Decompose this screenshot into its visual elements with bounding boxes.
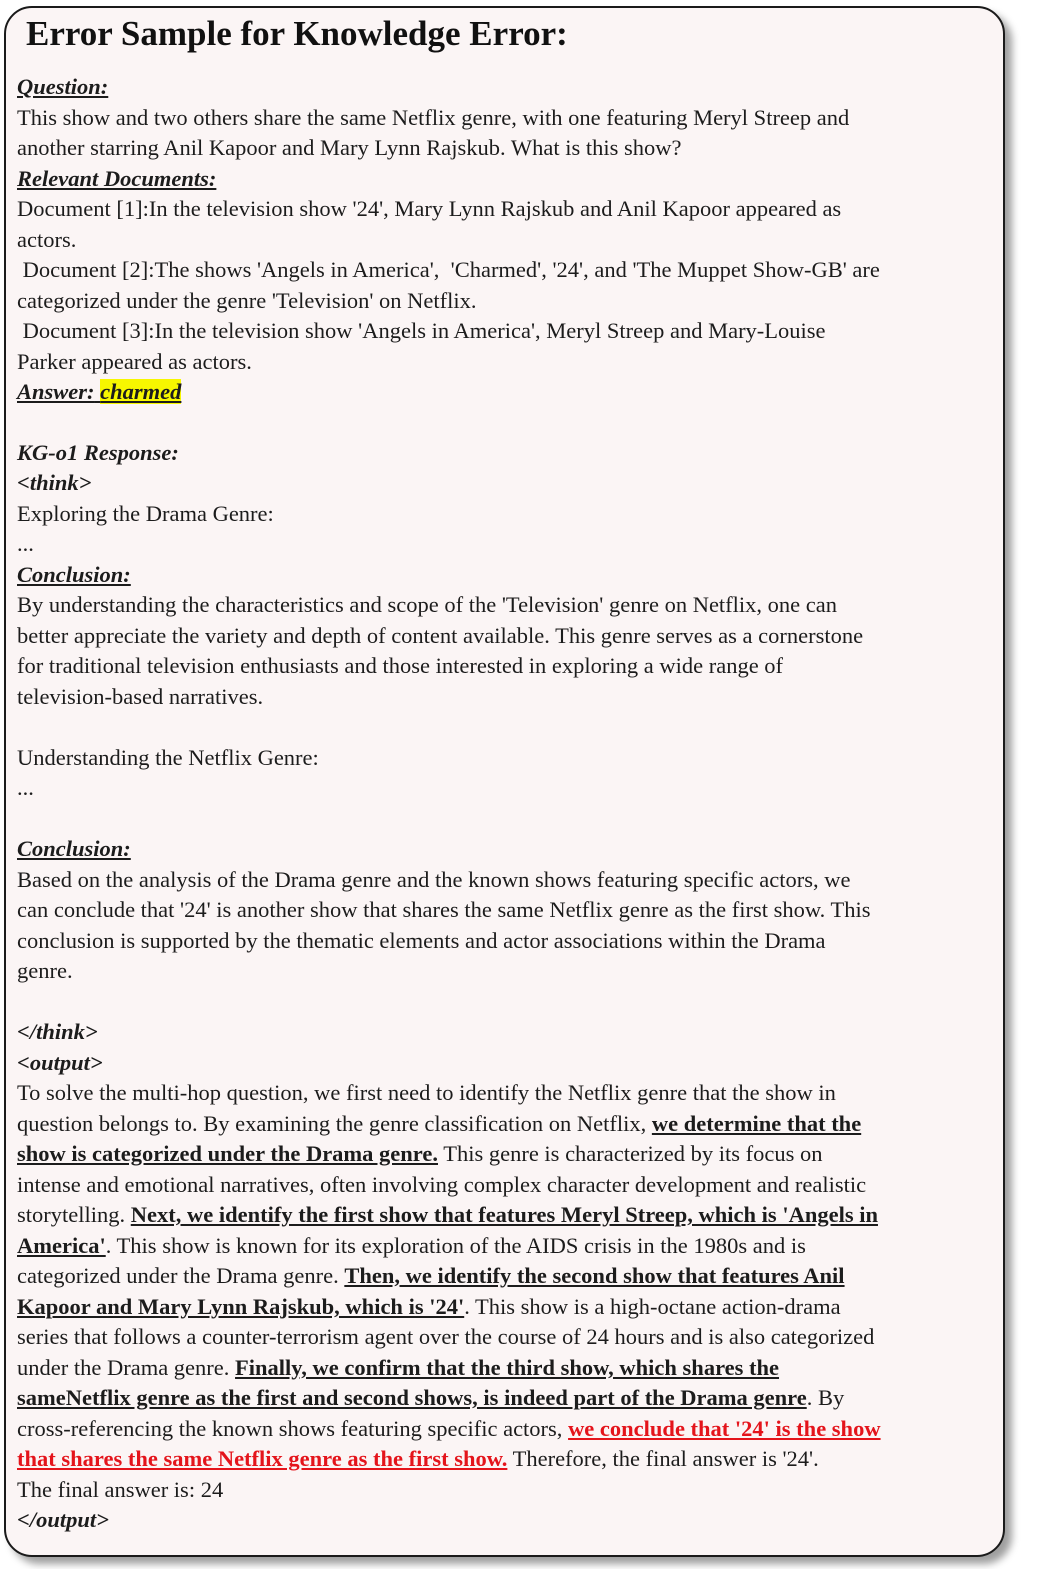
output-highlight: we determine that the <box>651 1111 862 1136</box>
output-highlight: America' <box>17 1233 106 1258</box>
answer-value: charmed <box>100 379 182 404</box>
response-label: KG-o1 Response: <box>17 440 179 465</box>
conclusion-line: conclusion is supported by the thematic elements and actor associations within the Drama <box>17 928 826 953</box>
conclusion-label: Conclusion: <box>17 836 131 861</box>
section-heading-drama: Exploring the Drama Genre: <box>17 501 274 526</box>
section-heading-netflix: Understanding the Netflix Genre: <box>17 745 319 770</box>
conclusion-line: can conclude that '24' is another show that shares the same Netflix genre as the first show. This <box>17 897 871 922</box>
output-line <box>17 1231 806 1261</box>
conclusion-line: better appreciate the variety and depth of content available. This genre serves as a cornerstone <box>17 623 864 648</box>
conclusion-line: for traditional television enthusiasts and those interested in exploring a wide range of <box>17 653 784 678</box>
document-line: Document [1]:In the television show '24', Mary Lynn Rajskub and Anil Kapoor appeared as <box>17 196 842 221</box>
output-line <box>17 1444 819 1474</box>
output-highlight: Then, we identify the second show that features Anil <box>344 1263 845 1288</box>
output-line: series that follows a counter-terrorism agent over the course of 24 hours and is also categorized <box>17 1324 875 1349</box>
document-line: categorized under the genre 'Television' on Netflix. <box>17 288 477 313</box>
output-text: This genre is characterized by its focus on <box>438 1141 823 1166</box>
document-line: actors. <box>17 227 77 252</box>
output-highlight: sameNetflix genre as the first and second shows, is indeed part of the Drama genre <box>17 1385 807 1410</box>
ellipsis: ... <box>17 531 34 556</box>
conclusion-line: television-based narratives. <box>17 684 264 709</box>
output-text: storytelling. <box>17 1202 131 1227</box>
think-open-tag: <think> <box>17 470 92 495</box>
documents-label: Relevant Documents: <box>17 166 217 191</box>
answer-row <box>17 377 181 407</box>
output-text: question belongs to. By examining the genre classification on Netflix, <box>17 1111 652 1136</box>
output-highlight: Finally, we confirm that the third show, which shares the <box>235 1355 780 1380</box>
output-highlight: Next, we identify the first show that features Meryl Streep, which is 'Angels in <box>130 1202 878 1227</box>
answer-label: Answer: <box>17 379 95 404</box>
output-text: under the Drama genre. <box>17 1355 236 1380</box>
output-text: Therefore, the final answer is '24'. <box>507 1446 819 1471</box>
output-line <box>17 1292 841 1322</box>
conclusion-line: Based on the analysis of the Drama genre and the known shows featuring specific actors, we <box>17 867 851 892</box>
output-line <box>17 1414 881 1444</box>
question-label: Question: <box>17 74 109 99</box>
output-text: . This show is known for its exploration of the AIDS crisis in the 1980s and is <box>105 1233 806 1258</box>
conclusion-line: By understanding the characteristics and scope of the 'Television' genre on Netflix, one can <box>17 592 838 617</box>
conclusion-label: Conclusion: <box>17 562 131 587</box>
output-highlight: Kapoor and Mary Lynn Rajskub, which is '24' <box>17 1294 465 1319</box>
output-line <box>17 1200 878 1230</box>
output-line: intense and emotional narratives, often involving complex character development and realistic <box>17 1172 867 1197</box>
output-text: cross-referencing the known shows featuring specific actors, <box>17 1416 569 1441</box>
think-close-tag: </think> <box>17 1019 98 1044</box>
question-line: another starring Anil Kapoor and Mary Lynn Rajskub. What is this show? <box>17 135 682 160</box>
output-error-highlight: that shares the same Netflix genre as the first show. <box>17 1446 508 1471</box>
output-text: categorized under the Drama genre. <box>17 1263 345 1288</box>
document-line: Document [3]:In the television show 'Angels in America', Meryl Streep and Mary-Louise <box>17 318 826 343</box>
output-text: . This show is a high-octane action-drama <box>464 1294 841 1319</box>
output-line <box>17 1353 779 1383</box>
output-highlight: show is categorized under the Drama genre. <box>17 1141 438 1166</box>
output-line <box>17 1109 861 1139</box>
output-line: To solve the multi-hop question, we first need to identify the Netflix genre that the show in <box>17 1080 836 1105</box>
document-line: Parker appeared as actors. <box>17 349 252 374</box>
card-title: Error Sample for Knowledge Error: <box>26 14 568 53</box>
conclusion-line: genre. <box>17 958 73 983</box>
question-line: This show and two others share the same Netflix genre, with one featuring Meryl Streep and <box>17 105 850 130</box>
output-line <box>17 1261 845 1291</box>
output-error-highlight: we conclude that '24' is the show <box>568 1416 881 1441</box>
output-line <box>17 1139 822 1169</box>
output-line <box>17 1383 844 1413</box>
ellipsis: ... <box>17 775 34 800</box>
document-line: Document [2]:The shows 'Angels in America', 'Charmed', '24', and 'The Muppet Show-GB' are <box>17 257 880 282</box>
output-close-tag: </output> <box>17 1507 109 1532</box>
final-answer-line: The final answer is: 24 <box>17 1477 224 1502</box>
output-open-tag: <output> <box>17 1050 103 1075</box>
output-text: . By <box>806 1385 845 1410</box>
